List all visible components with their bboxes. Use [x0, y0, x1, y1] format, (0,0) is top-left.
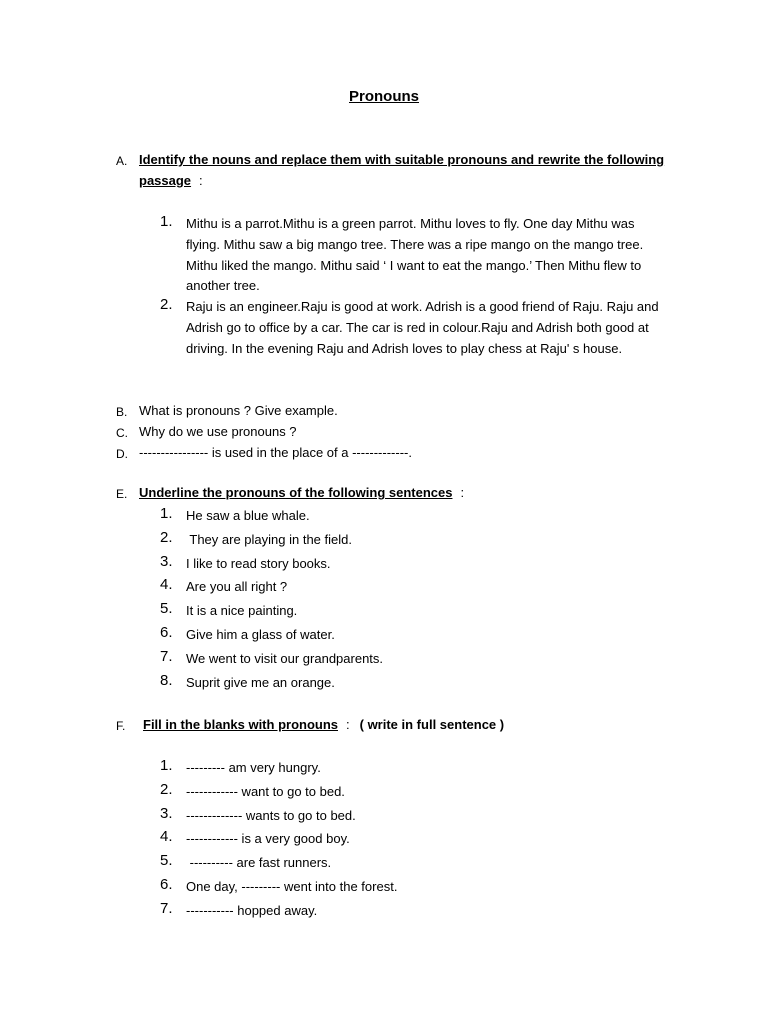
section-heading: Identify the nouns and replace them with suitable pronouns and rewrite the following passage — [139, 152, 665, 188]
section-text: ---------------- is used in the place of a -------------. — [139, 445, 412, 460]
item-number: 1. — [160, 757, 173, 774]
list-item — [160, 530, 670, 554]
item-text: We went to visit our grandparents. — [186, 650, 384, 666]
item-number: 2. — [160, 528, 173, 546]
section-d — [116, 443, 676, 464]
heading-colon: : — [199, 172, 203, 188]
item-text: They are playing in the field. — [186, 531, 352, 547]
page-title: Pronouns — [349, 88, 419, 105]
item-number: 5. — [160, 852, 173, 870]
section-letter: D. — [116, 447, 128, 461]
heading-colon: : — [346, 717, 350, 732]
section-e — [116, 483, 676, 504]
list-item — [160, 554, 670, 578]
section-a — [116, 150, 676, 191]
item-text: ------------ is a very good boy. — [186, 831, 350, 847]
list-item — [160, 806, 670, 830]
section-b — [116, 401, 676, 422]
list-item — [160, 649, 670, 673]
item-number: 2. — [160, 780, 173, 798]
item-number: 3. — [160, 804, 173, 822]
section-letter: B. — [116, 405, 128, 419]
item-text: He saw a blue whale. — [186, 508, 310, 523]
item-text: Raju is an engineer.Raju is good at work. Adrish is a good friend of Raju. Raju and Adrish go to office by a car. The car is red in colour.Raju and Adrish both good at driving. In the evening Raju and Adrish loves to play chess at Raju' s house. — [186, 299, 659, 356]
item-number: 7. — [160, 647, 173, 665]
list-item — [160, 877, 670, 901]
item-number: 8. — [160, 671, 173, 689]
item-text: ------------ want to go to bed. — [186, 783, 345, 799]
item-text: ---------- are fast runners. — [186, 855, 332, 871]
section-heading: Underline the pronouns of the following sentences — [139, 485, 453, 500]
list-item — [160, 625, 670, 649]
item-number: 2. — [160, 296, 173, 314]
item-text: Give him a glass of water. — [186, 626, 335, 642]
list-item — [160, 297, 670, 359]
item-text: ------------- wants to go to bed. — [186, 807, 356, 823]
section-note: ( write in full sentence ) — [359, 717, 505, 732]
section-heading: Fill in the blanks with pronouns — [143, 717, 338, 732]
passage-list — [160, 214, 670, 360]
list-item — [160, 829, 670, 853]
item-text: Are you all right ? — [186, 579, 288, 595]
section-f — [116, 715, 676, 736]
item-number: 1. — [160, 505, 173, 522]
item-number: 4. — [160, 828, 173, 846]
item-text: One day, --------- went into the forest. — [186, 878, 398, 894]
list-item — [160, 673, 670, 697]
blank-list — [160, 758, 670, 925]
item-number: 6. — [160, 875, 173, 893]
section-letter: E. — [116, 487, 128, 501]
section-c — [116, 422, 676, 443]
item-number: 5. — [160, 600, 173, 618]
item-number: 6. — [160, 623, 173, 641]
item-text: Mithu is a parrot.Mithu is a green parrot. Mithu loves to fly. One day Mithu was flying. Mithu saw a big mango tree. There was a ripe mango on the mango tree. Mithu liked the mango. Mithu said ‘ I want to eat the mango.’ Then Mithu flew to another tree. — [186, 216, 644, 294]
section-letter: C. — [116, 426, 128, 440]
section-text: What is pronouns ? Give example. — [139, 403, 338, 418]
item-number: 4. — [160, 576, 173, 594]
sentence-list — [160, 506, 670, 696]
item-number: 1. — [160, 213, 173, 230]
list-item — [160, 901, 670, 925]
item-text: It is a nice painting. — [186, 603, 298, 619]
list-item — [160, 758, 670, 782]
section-text: Why do we use pronouns ? — [139, 424, 297, 439]
item-number: 7. — [160, 899, 173, 917]
list-item — [160, 782, 670, 806]
section-letter: F. — [116, 719, 126, 733]
list-item — [160, 601, 670, 625]
list-item — [160, 853, 670, 877]
item-text: ----------- hopped away. — [186, 902, 318, 918]
list-item — [160, 214, 670, 297]
heading-colon: : — [460, 485, 465, 500]
item-text: Suprit give me an orange. — [186, 674, 335, 690]
section-letter: A. — [116, 154, 128, 168]
item-text: I like to read story books. — [186, 555, 331, 571]
item-text: --------- am very hungry. — [186, 760, 321, 775]
list-item — [160, 577, 670, 601]
item-number: 3. — [160, 552, 173, 570]
list-item — [160, 506, 670, 530]
